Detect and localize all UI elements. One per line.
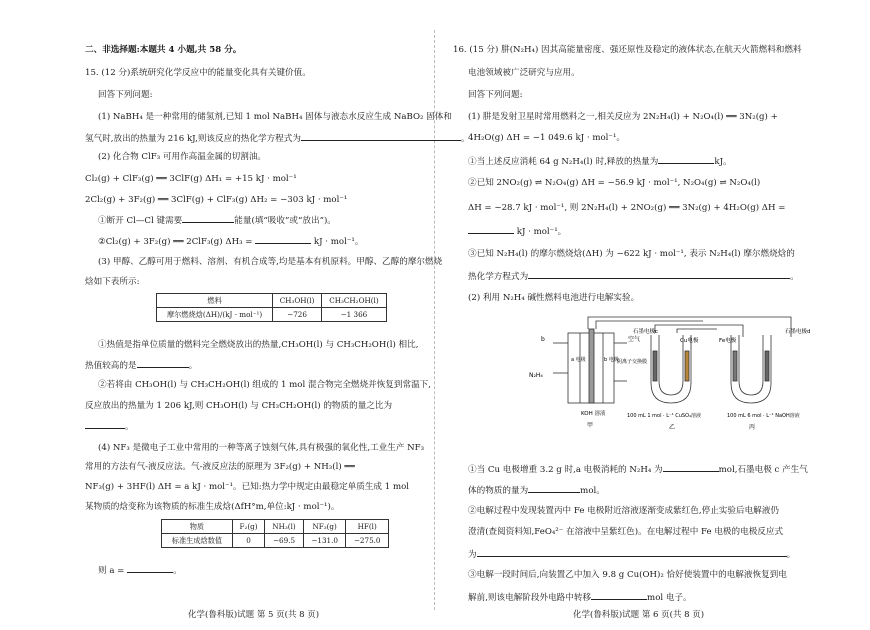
- q15-part1-b: 氢气时,放出的热量为 216 kJ,则该反应的热化学方程式为 。: [85, 131, 470, 145]
- q15-part4-c: NF₃(g) + 3HF(l) ΔH = a kJ · mol⁻¹。已知:热力学中规定由最稳定单质生成 1 mol: [85, 482, 410, 492]
- label-koh: KOH 溶液: [581, 411, 606, 417]
- combustion-enthalpy-table: [156, 293, 387, 322]
- label-jia: 甲: [587, 422, 594, 429]
- q16-d3-a: ③电解一段时间后,向装置乙中加入 9.8 g Cu(OH)₂ 恰好使装置中的电解液恢复到电: [468, 570, 787, 580]
- section-title: 二、非选择题:本题共 4 小题,共 58 分。: [85, 45, 242, 55]
- q16-d1-b: 体的物质的量为 mol。: [468, 483, 605, 497]
- table-header: CH₃OH(l): [273, 294, 322, 308]
- q16-prompt: 回答下列问题:: [468, 90, 523, 100]
- label-cu: Cu电极: [680, 338, 699, 344]
- q15-t1-a: ①热值是指单位质量的燃料完全燃烧放出的热量,CH₃OH(l) 与 CH₃CH₂OH(l) 相比,: [98, 340, 419, 350]
- q15-part4-b: 常用的方法有气-液反应法。气-液反应法的原理为 3F₂(g) + NH₃(l) ══: [85, 462, 355, 472]
- q15-part4-d: 某物质的焓变称为该物质的标准生成焓(ΔfH°m,单位:kJ · mol⁻¹)。: [85, 502, 340, 512]
- table-cell: −275.0: [346, 534, 389, 548]
- q15-part2: (2) 化合物 ClF₃ 可用作高温金属的切割油。: [98, 152, 267, 162]
- q16-d1-a: ①当 Cu 电极增重 3.2 g 时,a 电极消耗的 N₂H₄ 为 mol,石墨电极 c 产生气: [468, 462, 808, 476]
- q16-stem-b: 电池领域被广泛研究与应用。: [468, 68, 580, 78]
- label-n2h4: N₂H₄: [529, 372, 543, 379]
- label-fe: Fe电极: [719, 338, 737, 344]
- answer-blank[interactable]: [127, 563, 173, 573]
- table-header: CH₃CH₂OH(l): [321, 294, 386, 308]
- label-bing: 丙: [749, 424, 756, 431]
- q16-sub1: ①当上述反应消耗 64 g N₂H₄(l) 时,释放的热量为 kJ。: [468, 154, 732, 168]
- table-cell: 摩尔燃烧焓(ΔH)/(kJ · mol⁻¹): [157, 308, 273, 322]
- q16-part1-a: (1) 肼是发射卫星时常用燃料之一,相关反应为 2N₂H₄(l) + N₂O₄(l) ══ 3N₂(g) +: [468, 112, 778, 122]
- answer-blank[interactable]: [528, 269, 790, 279]
- q15-t2-c: 。: [85, 419, 134, 433]
- label-naoh: 100 mL 6 mol · L⁻¹ NaOH溶液: [727, 413, 800, 419]
- label-graphite-d: 石墨电极d: [785, 329, 811, 335]
- q15-part3-b: 焓如下表所示:: [85, 277, 140, 287]
- table-cell: −69.5: [265, 534, 304, 548]
- label-graphite-c: 石墨电极c: [633, 329, 659, 335]
- q16-d2-a: ②电解过程中发现装置丙中 Fe 电极附近溶液逐渐变成紫红色,停止实验后电解液仍: [468, 506, 779, 516]
- q15-sub2: ②Cl₂(g) + 3F₂(g) ══ 2ClF₃(g) ΔH₃ = kJ · mol⁻¹。: [98, 234, 363, 248]
- answer-blank[interactable]: [658, 154, 714, 164]
- table-cell: −1 366: [321, 308, 386, 322]
- label-cuso4: 100 mL 1 mol · L⁻¹ CuSO₄溶液: [627, 413, 702, 419]
- q16-part1-b: 4H₂O(g) ΔH = −1 049.6 kJ · mol⁻¹。: [468, 133, 625, 143]
- standard-enthalpy-table: [161, 519, 389, 548]
- table-header: NF₃(g): [303, 520, 346, 534]
- answer-blank[interactable]: [255, 234, 311, 244]
- q16-d3-b: 解前,则该电解阶段外电路中转移 mol 电子。: [468, 590, 692, 604]
- answer-blank[interactable]: [591, 590, 647, 600]
- q16-sub2-b: ΔH = −28.7 kJ · mol⁻¹, 则 2N₂H₄(l) + 2NO₂(g) ══ 3N₂(g) + 4H₂O(g) ΔH =: [468, 203, 786, 213]
- answer-blank[interactable]: [137, 358, 189, 368]
- equation-2: 2Cl₂(g) + 3F₂(g) ══ 3ClF(g) + ClF₃(g) ΔH₂ = −303 kJ · mol⁻¹: [85, 195, 348, 205]
- right-page: [435, 0, 870, 630]
- table-cell: 标准生成焓数值: [162, 534, 233, 548]
- label-b: b: [541, 336, 545, 343]
- table-header: 燃料: [157, 294, 273, 308]
- label-yi: 乙: [669, 424, 676, 431]
- table-cell: 0: [232, 534, 264, 548]
- q15-sub1: ①断开 Cl—Cl 键需要 能量(填“吸收”或“放出”)。: [98, 213, 336, 227]
- equation-1: Cl₂(g) + ClF₃(g) ══ 3ClF(g) ΔH₁ = +15 kJ · mol⁻¹: [85, 174, 297, 184]
- page-footer: 化学(鲁科版)试题 第 6 页(共 8 页): [573, 610, 705, 620]
- q16-sub3-b: 热化学方程式为 。: [468, 269, 799, 283]
- q15-stem: 15. (12 分)系统研究化学反应中的能量变化具有关键价值。: [85, 68, 311, 78]
- q15-part4-a: (4) NF₃ 是微电子工业中常用的一种等离子蚀刻气体,具有极强的氧化性,工业生产 NF₃: [98, 443, 425, 453]
- q15-part1-a: (1) NaBH₄ 是一种常用的储氢剂,已知 1 mol NaBH₄ 固体与液态水反应生成 NaBO₂ 固体和: [98, 112, 452, 122]
- table-header: F₂(g): [232, 520, 264, 534]
- label-a-electrode: a 电极: [571, 357, 586, 363]
- page-footer: 化学(鲁科版)试题 第 5 页(共 8 页): [188, 610, 320, 620]
- table-header: 物质: [162, 520, 233, 534]
- q16-sub3-a: ③已知 N₂H₄(l) 的摩尔燃烧焓(ΔH) 为 −622 kJ · mol⁻¹, 表示 N₂H₄(l) 摩尔燃烧焓的: [468, 249, 795, 259]
- q16-sub2-a: ②已知 2NO₂(g) ⇌ N₂O₄(g) ΔH = −56.9 kJ · mol⁻¹, N₂O₄(g) ⇌ N₂O₄(l): [468, 178, 761, 188]
- q15-t1-b: 热值较高的是 。: [85, 358, 197, 372]
- table-cell: −726: [273, 308, 322, 322]
- table-cell: −131.0: [303, 534, 346, 548]
- q15-last: 则 a = 。: [98, 563, 182, 577]
- answer-blank[interactable]: [468, 224, 514, 234]
- q16-sub2-c: kJ · mol⁻¹。: [468, 224, 566, 238]
- label-b-electrode: b 电极: [604, 357, 619, 363]
- q15-part3-a: (3) 甲醇、乙醇可用于燃料、溶剂、有机合成等,均是基本有机原料。甲醇、乙醇的摩尔燃烧: [98, 257, 443, 267]
- answer-blank[interactable]: [528, 483, 580, 493]
- label-membrane: 阴离子交换膜: [617, 359, 648, 365]
- table-header: HF(l): [346, 520, 389, 534]
- table-header: NH₃(l): [265, 520, 304, 534]
- electrolysis-diagram: [523, 311, 823, 446]
- answer-blank[interactable]: [85, 419, 125, 429]
- answer-blank[interactable]: [182, 213, 234, 223]
- answer-blank[interactable]: [663, 462, 719, 472]
- answer-blank[interactable]: [477, 547, 787, 557]
- label-air: 空气: [628, 336, 641, 343]
- q16-d2-b: 澄清(查阅资料知,FeO₄²⁻ 在溶液中呈紫红色)。在电解过程中 Fe 电极的电极反应式: [468, 527, 784, 537]
- q16-stem-a: 16. (15 分) 肼(N₂H₄) 因其高能量密度、强还原性及稳定的液体状态,在航天火箭燃料和燃料: [453, 45, 802, 55]
- q15-t2-b: 反应放出的热量为 1 206 kJ,则 CH₃OH(l) 与 CH₃CH₂OH(l) 的物质的量之比为: [85, 401, 393, 411]
- q16-part2: (2) 利用 N₂H₄ 碱性燃料电池进行电解实验。: [468, 293, 640, 303]
- q15-prompt: 回答下列问题:: [98, 90, 153, 100]
- q15-t2-a: ②若将由 CH₃OH(l) 与 CH₃CH₂OH(l) 组成的 1 mol 混合物完全燃烧并恢复到常温下,: [98, 380, 431, 390]
- q16-d2-c: 为 。: [468, 547, 795, 561]
